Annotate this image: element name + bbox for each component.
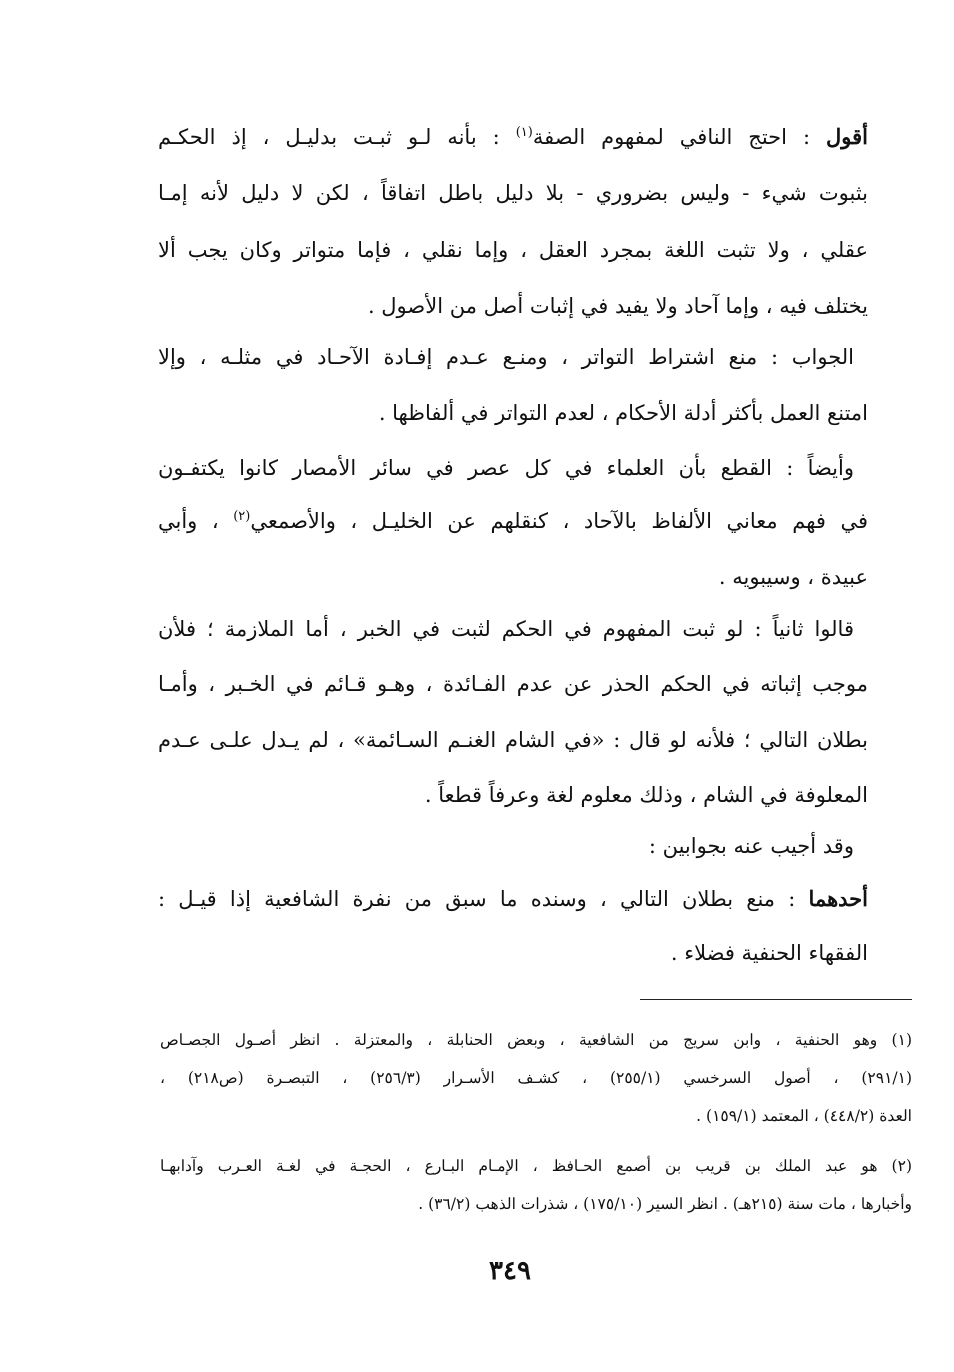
body-line-9: عبيدة ، وسيبويه . — [718, 565, 868, 589]
body-line-4: يختلف فيه ، وإما آحاد ولا يفيد في إثبات أصل من الأصول . — [367, 294, 868, 318]
footnote-1-line-1: (١) وهو الحنفية ، وابن سريج من الشافعية ، وبعض الحنابلة ، والمعتزلة . انظر أصـول الجصـاص — [160, 1031, 912, 1049]
body-line-1-text: : احتج النافي لمفهوم الصفة — [532, 125, 826, 149]
body-line-5: الجواب : منع اشتراط التواتر ، ومنـع عـدم إفـادة الآحـاد في مثلـه ، وإلا — [158, 345, 854, 369]
body-line-15 — [158, 879, 868, 923]
body-line-15-lead: أحدهما — [808, 886, 868, 911]
footnote-2-line-2: وأخبارها ، مات سنة (٢١٥هـ) . انظر السير (١٧٥/١٠) ، شذرات الذهب (٣٦/٢) . — [418, 1195, 912, 1213]
body-line-14: وقد أجيب عنه بجوابين : — [648, 834, 854, 858]
body-line-8-text: في فهم معاني الألفاظ بالآحاد ، كنقلهم عن الخليـل ، والأصمعي — [250, 509, 868, 533]
body-line-6: امتنع العمل بأكثر أدلة الأحكام ، لعدم التواتر في ألفاظها . — [378, 401, 868, 425]
footnote-ref-1[interactable]: (١) — [515, 125, 533, 140]
page-number: ٣٤٩ — [489, 1256, 531, 1286]
body-line-13: المعلوفة في الشام ، وذلك معلوم لغة وعرفاً قطعاً . — [424, 783, 868, 807]
footnote-2-line-1: (٢) هو عبد الملك بن قريب بن أصمع الحـافظ ، الإمـام البـارع ، الحجـة في لغـة العـرب وآدابهـا — [160, 1157, 912, 1175]
body-line-1-tail: : بأنه لـو ثبـت بدليـل ، إذ الحكـم — [158, 125, 516, 149]
body-line-3: عقلي ، ولا تثبت اللغة بمجرد العقل ، وإما نقلي ، فإما متواتر وكان يجب ألا — [158, 238, 868, 262]
body-line-12: بطلان التالي ؛ فلأنه لو قال : «في الشام الغنـم السـائمة» ، لم يـدل علـى عـدم — [158, 728, 868, 752]
body-line-8-tail: ، وأبي — [158, 509, 234, 533]
footnote-ref-2[interactable]: (٢) — [233, 509, 251, 524]
footnote-1-line-2: (٢٩١/١) ، أصول السرخسي (٢٥٥/١) ، كشـف الأسـرار (٢٥٦/٣) ، التبصـرة (ص٢١٨) ، — [160, 1069, 912, 1087]
body-line-8 — [158, 501, 868, 545]
body-line-7: وأيضاً : القطع بأن العلماء في كل عصر في سائر الأمصار كانوا يكتفـون — [158, 456, 854, 480]
body-line-2: بثبوت شيء - وليس بضروري - بلا دليل باطل اتفاقاً ، لكن لا دليل لأنه إمـا — [158, 181, 868, 205]
body-line-1-lead: أقول — [826, 124, 868, 149]
body-line-1 — [158, 117, 868, 161]
footnote-1-line-3: العدة (٤٤٨/٢) ، المعتمد (١٥٩/١) . — [696, 1107, 912, 1125]
body-line-15-text: : منع بطلان التالي ، وسنده ما سبق من نفرة الشافعية إذا قيـل : — [158, 887, 809, 911]
body-line-11: موجب إثباته في الحكم الحذر عن عدم الفـائدة ، وهـو قـائم في الخـبر ، وأمـا — [158, 672, 868, 696]
body-line-16: الفقهاء الحنفية فضلاء . — [670, 941, 868, 965]
footnote-separator — [640, 999, 912, 1000]
body-line-10: قالوا ثانياً : لو ثبت المفهوم في الحكم لثبت في الخبر ، أما الملازمة ؛ فلأن — [158, 617, 854, 641]
